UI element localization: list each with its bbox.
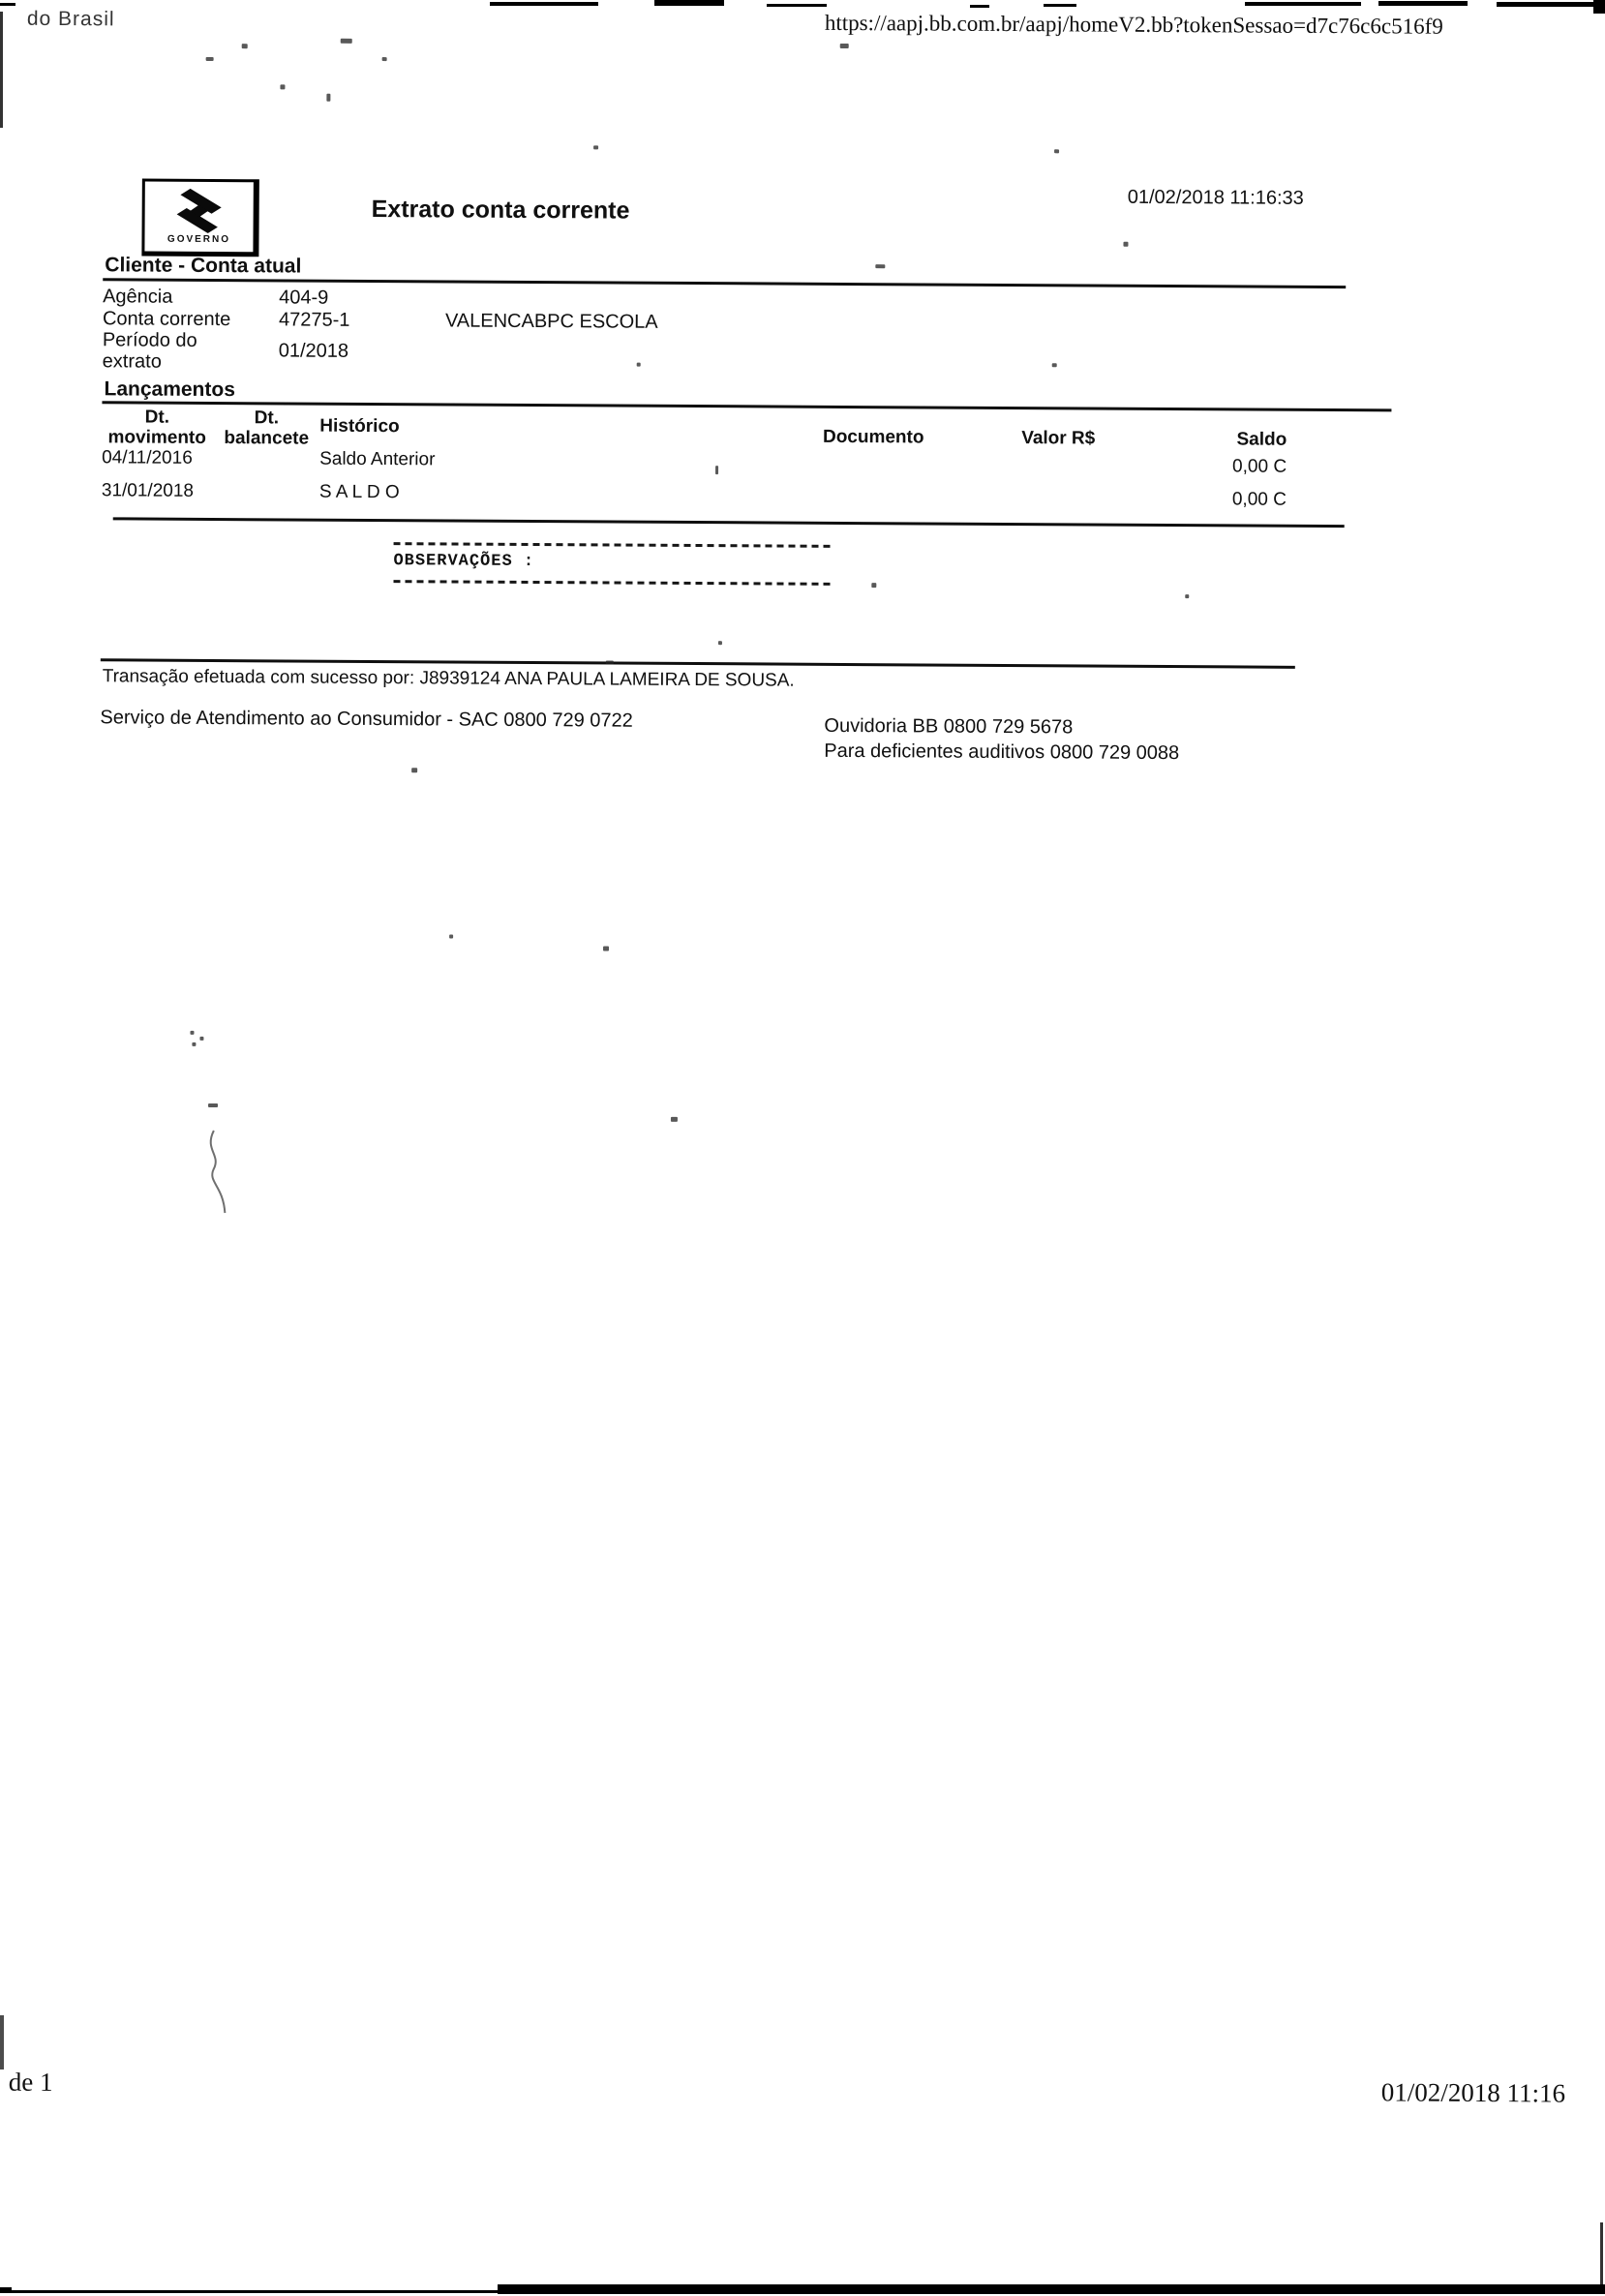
- scan-speck: [840, 44, 849, 48]
- scan-speck: [242, 44, 248, 48]
- table-row-1-historico: Saldo Anterior: [319, 448, 436, 470]
- column-header-documento: Documento: [822, 426, 924, 448]
- scan-speck: [593, 145, 598, 149]
- scan-speck: [1123, 242, 1128, 247]
- bank-logo-box: [141, 179, 258, 257]
- ouvidoria-contact-line: Ouvidoria BB 0800 729 5678: [824, 714, 1074, 739]
- scan-speck: [715, 466, 718, 474]
- observations-dashed-line-bottom: [393, 580, 831, 586]
- logo-caption: GOVERNO: [167, 233, 231, 246]
- scan-speck: [637, 363, 641, 367]
- scan-speck: [206, 57, 214, 61]
- scan-speck: [1052, 363, 1057, 367]
- scan-speck: [208, 1103, 218, 1107]
- scan-speck: [606, 660, 614, 664]
- statement-section-title: Lançamentos: [104, 378, 235, 402]
- scan-speck: [671, 1117, 678, 1122]
- observations-label: OBSERVAÇÕES :: [393, 552, 535, 572]
- scan-speck: [603, 946, 609, 951]
- scan-speck: [871, 583, 876, 588]
- print-header-url: https://aapj.bb.com.br/aapj/homeV2.bb?tokenSessao=d7c76c6c516f9: [824, 10, 1443, 39]
- observations-dashed-line-top: [394, 542, 832, 548]
- deaf-contact-line: Para deficientes auditivos 0800 729 0088: [824, 740, 1180, 765]
- print-header-title: do Brasil: [26, 7, 115, 31]
- table-row-1-dt-movimento: 04/11/2016: [102, 447, 193, 468]
- scan-speck: [411, 768, 417, 772]
- scan-speck: [382, 57, 387, 61]
- scan-speck: [875, 264, 885, 268]
- column-header-saldo: Saldo: [1236, 429, 1287, 450]
- client-section-title: Cliente - Conta atual: [105, 254, 302, 278]
- field-label-agencia: Agência: [103, 286, 173, 308]
- scan-speck: [718, 641, 722, 645]
- table-row-2-historico: S A L D O: [318, 481, 400, 503]
- scan-pen-squiggle: [184, 1126, 243, 1218]
- table-bottom-rule: [113, 517, 1345, 528]
- scan-artifact: [1497, 2, 1605, 7]
- header-timestamp: 01/02/2018 11:16:33: [1127, 186, 1304, 209]
- table-row-2-dt-movimento: 31/01/2018: [101, 480, 195, 501]
- table-row-2-saldo: 0,00 C: [1231, 489, 1287, 510]
- scan-artifact: [1600, 2222, 1603, 2284]
- column-header-valor: Valor R$: [1021, 428, 1096, 449]
- scan-speck: [449, 934, 453, 938]
- field-value-agencia: 404-9: [279, 287, 329, 309]
- print-footer-page-number: de 1: [8, 2067, 53, 2098]
- scan-speck: [190, 1031, 194, 1035]
- field-value-conta-corrente: 47275-1: [278, 309, 350, 331]
- table-row-1-saldo: 0,00 C: [1232, 456, 1287, 477]
- column-header-dt-balancete: Dt. balancete: [224, 408, 310, 449]
- field-value-periodo-extrato: 01/2018: [278, 340, 349, 362]
- scan-speck: [1054, 149, 1059, 153]
- bb-flag-logo-icon: [173, 189, 226, 233]
- scan-speck: [1185, 594, 1189, 598]
- field-label-conta-corrente: Conta corrente: [102, 308, 231, 331]
- column-header-historico: Histórico: [319, 415, 400, 438]
- field-label-periodo-extrato: Período do extrato: [102, 329, 197, 373]
- column-header-dt-movimento: Dt. movimento: [107, 407, 206, 448]
- page-title: Extrato conta corrente: [371, 195, 630, 225]
- transaction-success-note: Transação efetuada com sucesso por: J8939124 ANA PAULA LAMEIRA DE SOUSA.: [102, 666, 795, 691]
- scan-speck: [326, 94, 330, 102]
- scan-speck: [341, 39, 352, 44]
- scan-artifact: [1378, 1, 1468, 6]
- print-footer-date: 01/02/2018 11:16: [1380, 2077, 1566, 2108]
- sac-contact-line: Serviço de Atendimento ao Consumidor - SAC 0800 729 0722: [100, 707, 633, 732]
- scan-speck: [280, 84, 285, 89]
- scan-artifact: [1245, 2, 1361, 6]
- field-value-account-holder: VALENCABPC ESCOLA: [444, 310, 658, 333]
